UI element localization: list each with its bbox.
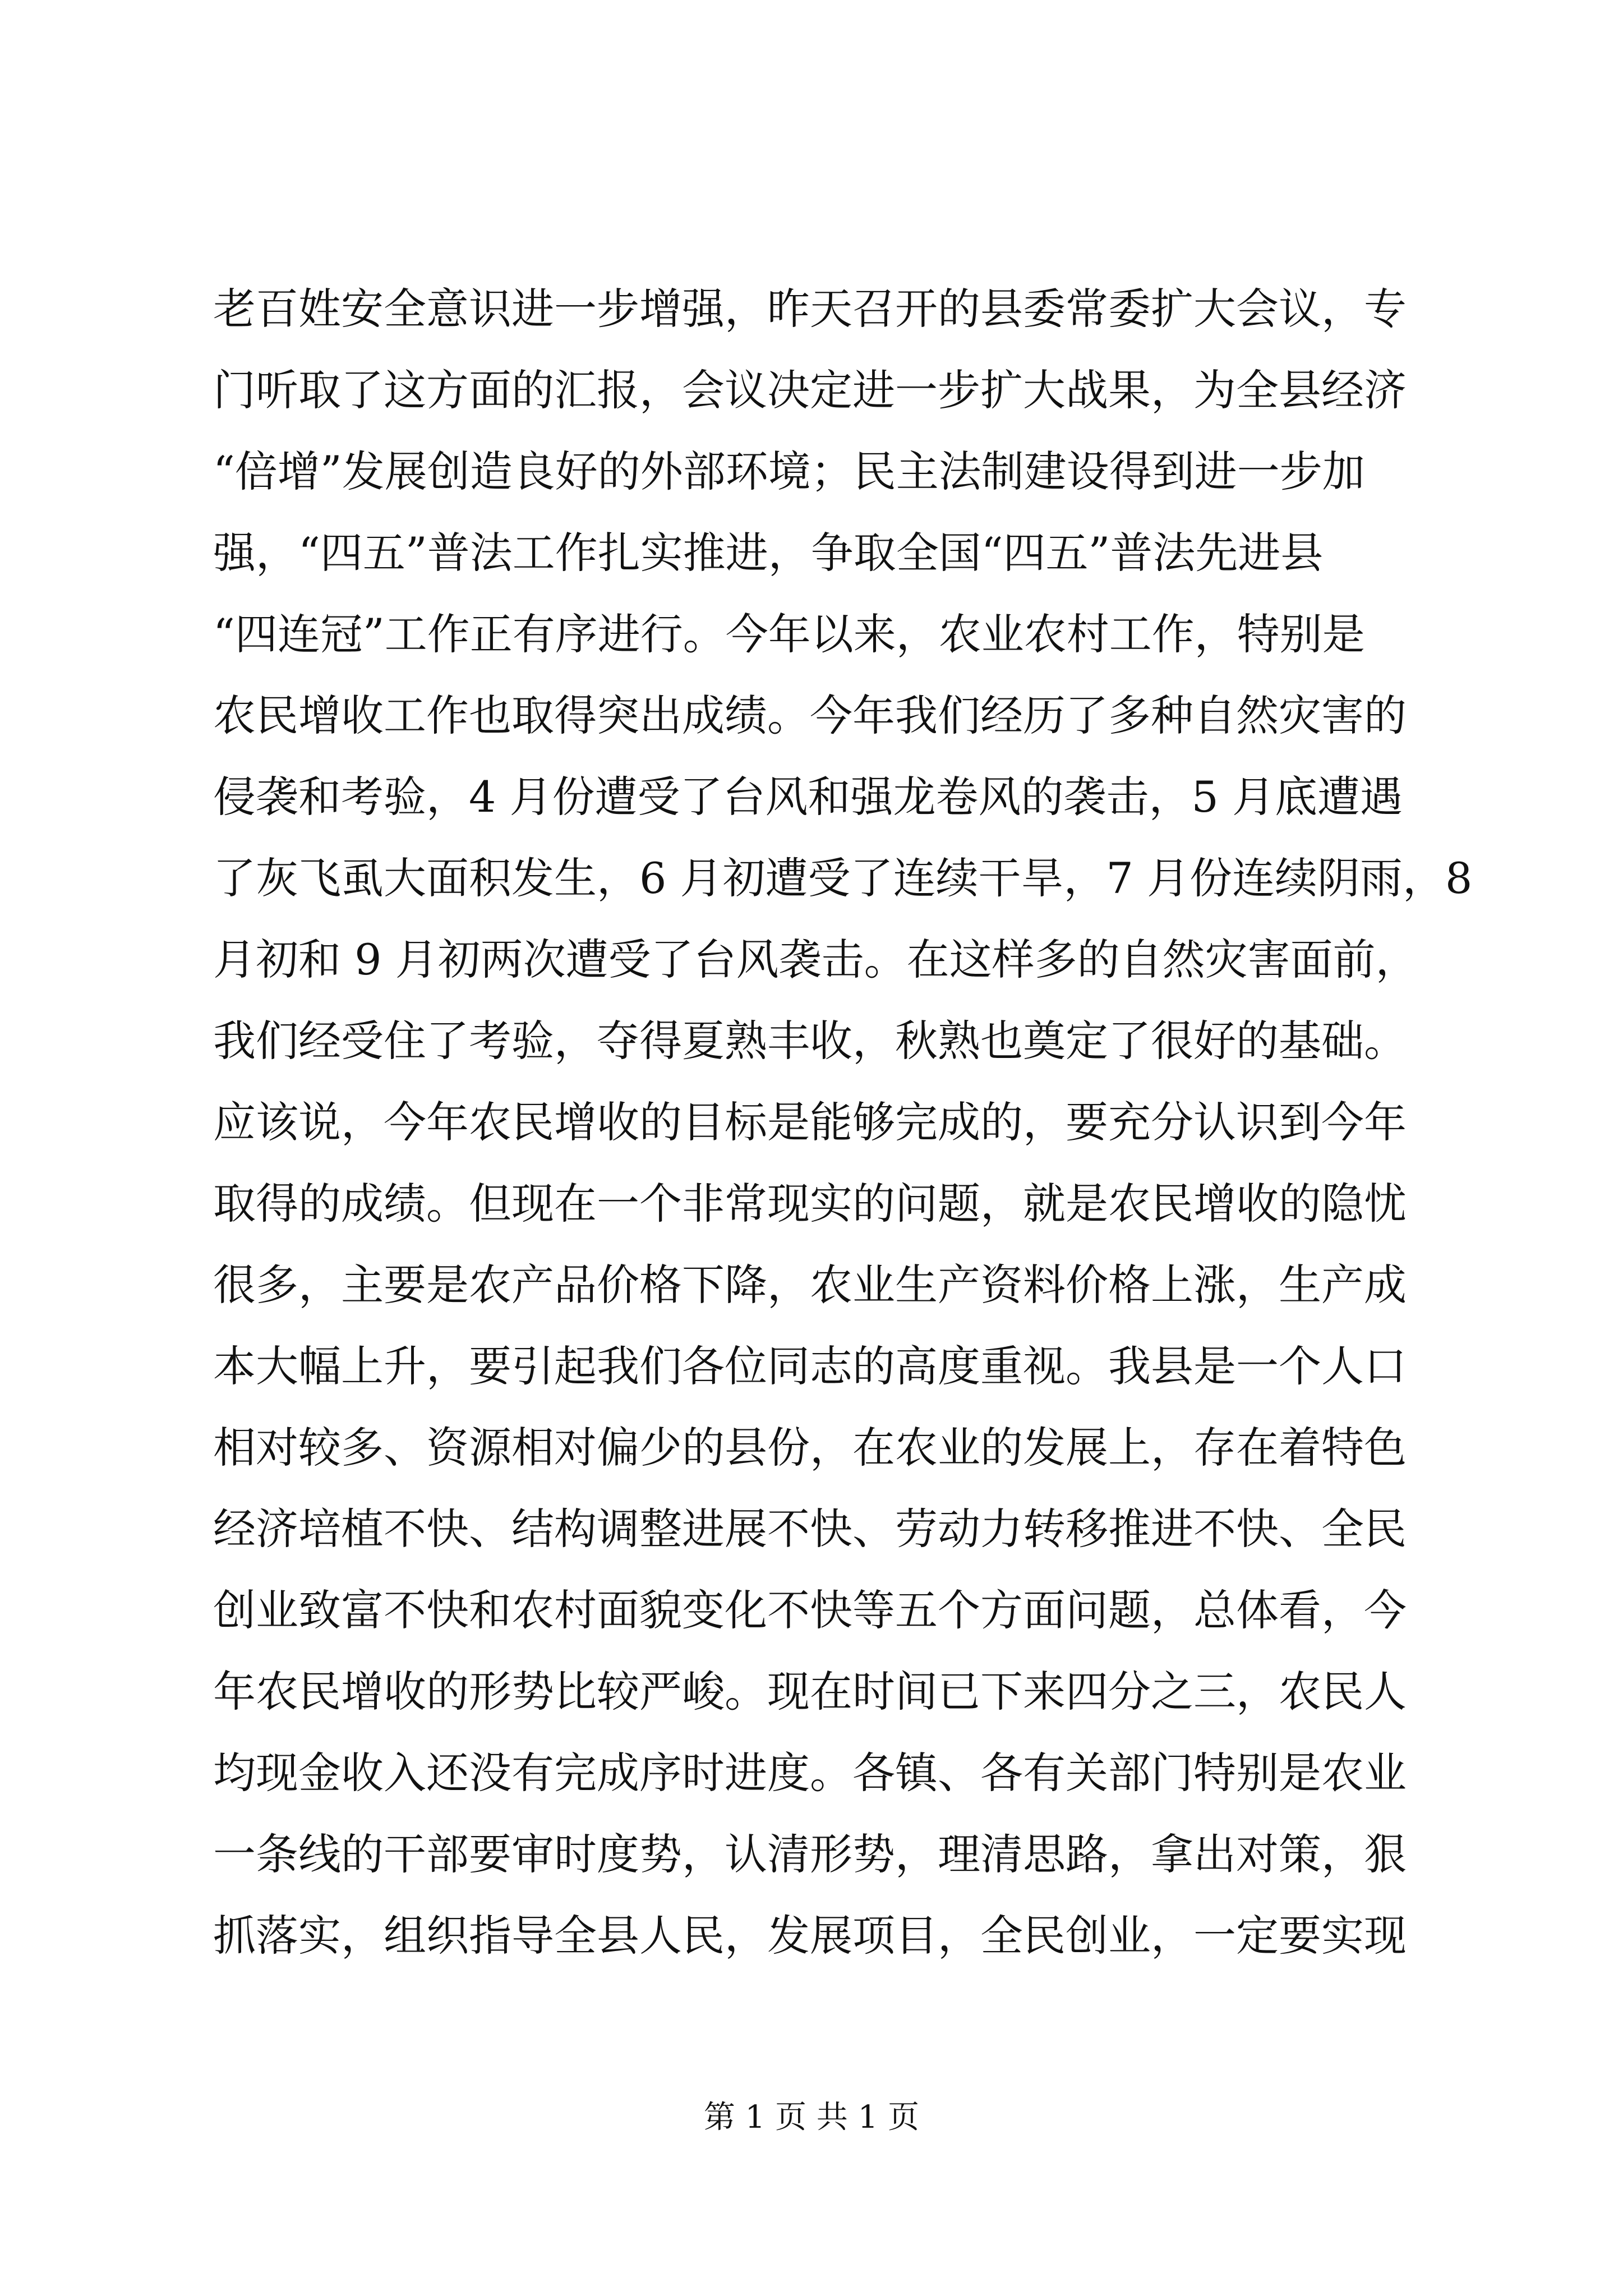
text-line: 月初和 9 月初两次遭受了台风袭击。在这样多的自然灾害面前， xyxy=(213,935,1418,984)
text-line: 抓落实，组织指导全县人民，发展项目，全民创业，一定要实现 xyxy=(213,1911,1407,1961)
page-footer xyxy=(0,2098,1623,2137)
text-line: 年农民增收的形势比较严峻。现在时间已下来四分之三，农民人 xyxy=(213,1667,1407,1717)
text-line: 取得的成绩。但现在一个非常现实的问题，就是农民增收的隐忧 xyxy=(213,1179,1407,1228)
text-line: 很多，主要是农产品价格下降，农业生产资料价格上涨，生产成 xyxy=(213,1260,1407,1310)
text-line: 应该说，今年农民增收的目标是能够完成的，要充分认识到今年 xyxy=(213,1097,1407,1147)
text-line: “倍增”发展创造良好的外部环境；民主法制建设得到进一步加 xyxy=(213,447,1365,496)
text-line: 本大幅上升，要引起我们各位同志的高度重视。我县是一个人口 xyxy=(213,1341,1407,1391)
text-line: 老百姓安全意识进一步增强，昨天召开的县委常委扩大会议，专 xyxy=(213,284,1407,334)
text-line: 侵袭和考验，4 月份遭受了台风和强龙卷风的袭击，5 月底遭遇 xyxy=(213,772,1403,822)
body-text xyxy=(213,268,1486,1976)
text-line: 均现金收入还没有完成序时进度。各镇、各有关部门特别是农业 xyxy=(213,1748,1407,1798)
text-line: 农民增收工作也取得突出成绩。今年我们经历了多种自然灾害的 xyxy=(213,691,1407,740)
text-line: 门听取了这方面的汇报，会议决定进一步扩大战果，为全县经济 xyxy=(213,365,1407,415)
text-line: 强，“四五”普法工作扎实推进，争取全国“四五”普法先进县 xyxy=(213,528,1324,578)
text-line: 经济培植不快、结构调整进展不快、劳动力转移推进不快、全民 xyxy=(213,1504,1407,1554)
text-line: 我们经受住了考验，夺得夏熟丰收，秋熟也奠定了很好的基础。 xyxy=(213,1016,1407,1066)
text-line: 创业致富不快和农村面貌变化不快等五个方面问题，总体看，今 xyxy=(213,1585,1407,1635)
text-line: 了灰飞虱大面积发生，6 月初遭受了连续干旱，7 月份连续阴雨，8 xyxy=(213,853,1473,903)
text-line: “四连冠”工作正有序进行。今年以来，农业农村工作，特别是 xyxy=(213,609,1365,659)
text-line: 一条线的干部要审时度势，认清形势，理清思路，拿出对策，狠 xyxy=(213,1829,1407,1879)
text-line: 相对较多、资源相对偏少的县份，在农业的发展上，存在着特色 xyxy=(213,1423,1407,1473)
page-number-label: 第 1 页 共 1 页 xyxy=(703,2099,920,2136)
